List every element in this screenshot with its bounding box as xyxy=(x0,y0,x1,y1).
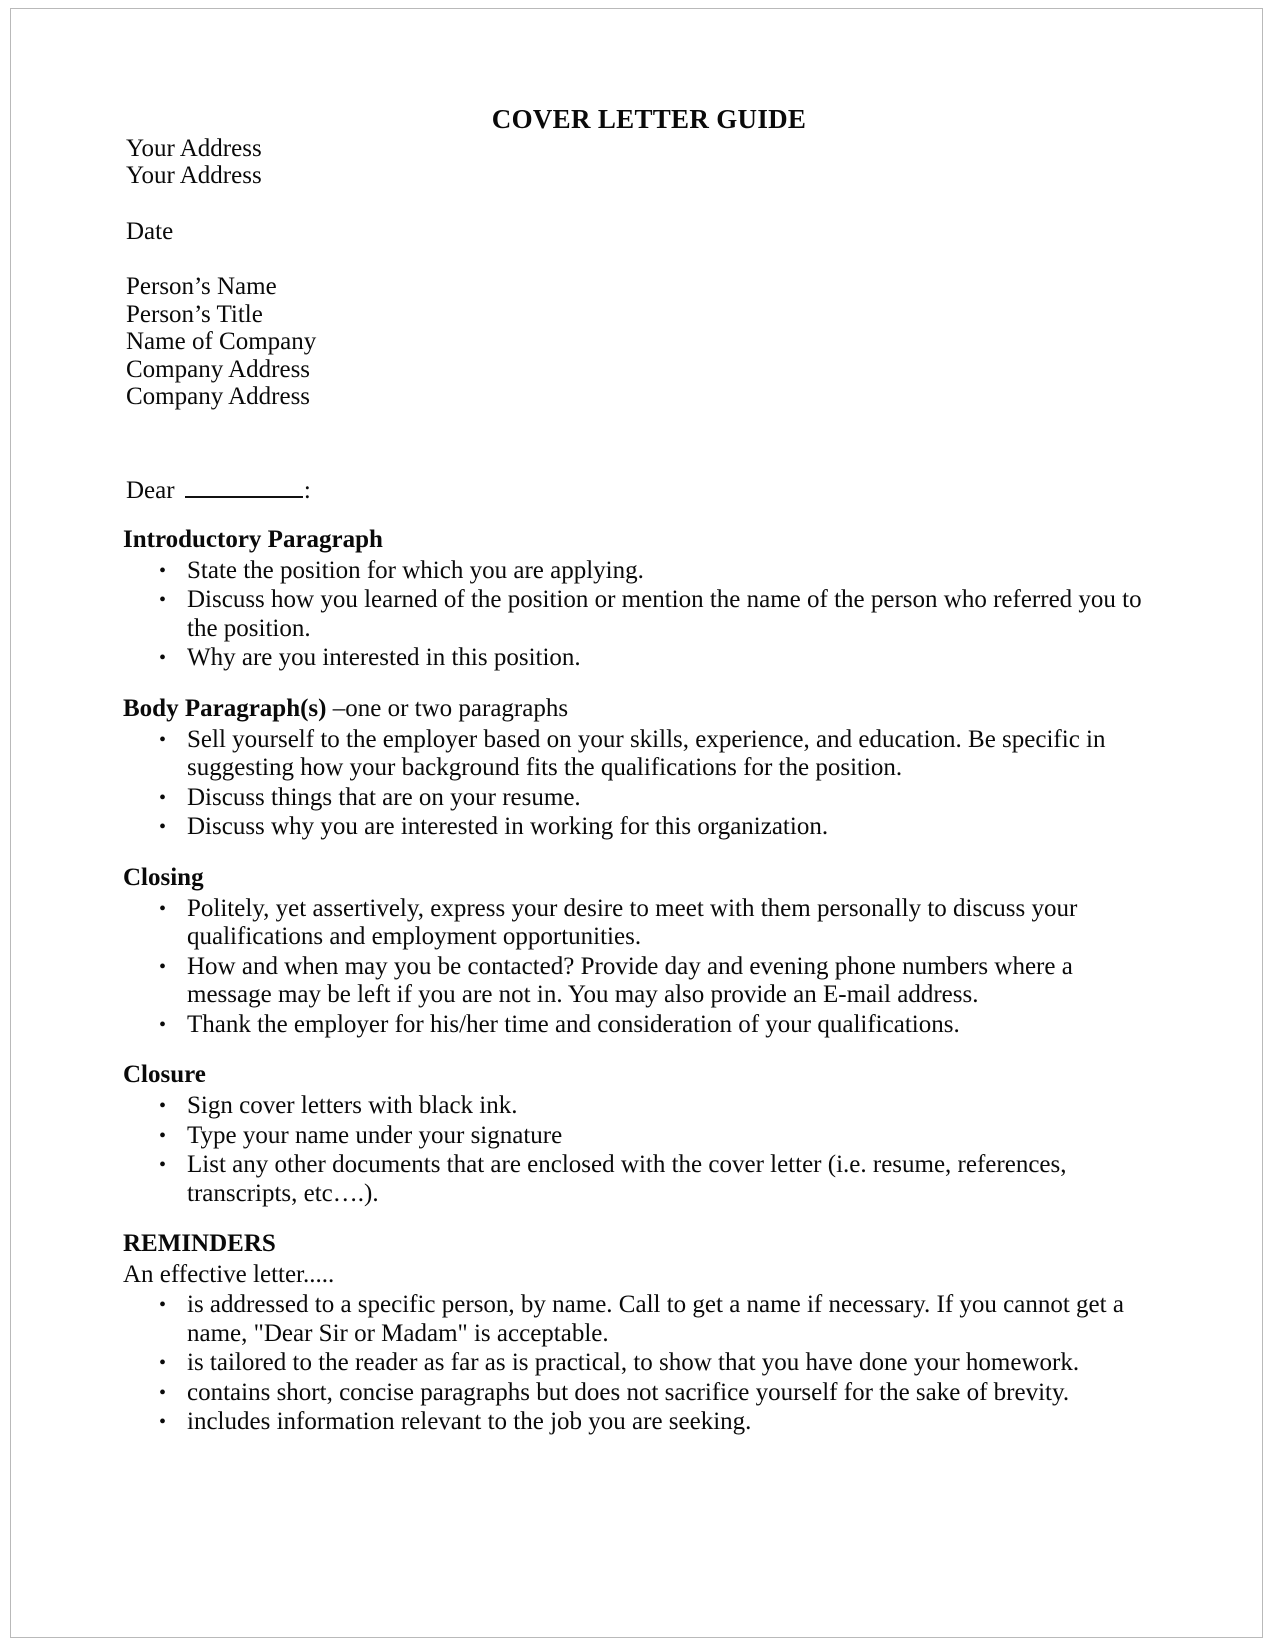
salutation-blank-rule xyxy=(185,480,303,498)
spacer-between-sections-2 xyxy=(115,843,1155,864)
bullet-icon: • xyxy=(159,816,167,839)
list-item xyxy=(115,895,1155,952)
bullet-icon: • xyxy=(159,786,167,809)
recipient-person-name: Person’s Name xyxy=(126,273,277,301)
list-item xyxy=(115,1092,1155,1121)
list-item-text: Sell yourself to the employer based on your skills, experience, and education. Be specific in suggesting how your background fits the qualifications for the position. xyxy=(187,725,1106,782)
salutation-suffix: : xyxy=(303,476,311,504)
spacer-after-date xyxy=(115,245,1155,273)
section-heading xyxy=(115,864,1155,892)
list-item xyxy=(115,1151,1155,1208)
list-item xyxy=(115,586,1155,643)
list-item-text: List any other documents that are enclosed with the cover letter (i.e. resume, references, transcripts, etc….). xyxy=(187,1151,1067,1207)
salutation xyxy=(115,477,1155,505)
list-item-text: How and when may you be contacted? Provide day and evening phone numbers where a message may be left if you are not in. You may also provide an E-mail address. xyxy=(187,952,1073,1009)
list-item-text: Discuss why you are interested in working for this organization. xyxy=(187,813,829,841)
recipient-company-address-2: Company Address xyxy=(126,383,311,411)
scanned-page-sheet xyxy=(10,8,1263,1638)
section-closure xyxy=(115,1061,1155,1208)
section-bullet-list xyxy=(115,726,1155,842)
bullet-icon: • xyxy=(159,897,167,920)
bullet-icon: • xyxy=(159,559,167,582)
section-heading-text: Body Paragraph(s) xyxy=(123,694,327,722)
bullet-icon: • xyxy=(159,955,167,978)
section-heading-text: Closing xyxy=(123,863,204,891)
recipient-company-name: Name of Company xyxy=(126,328,317,356)
bullet-icon: • xyxy=(159,1095,167,1118)
recipient-person-title: Person’s Title xyxy=(126,300,263,328)
list-item-text: is addressed to a specific person, by name. Call to get a name if necessary. If you cannot get a name, "Dear Sir or Madam" is acceptable. xyxy=(187,1291,1124,1347)
bullet-icon: • xyxy=(159,1411,167,1434)
reminders-intro: An effective letter..... xyxy=(123,1261,335,1289)
date-label: Date xyxy=(126,217,174,245)
section-introductory-paragraph xyxy=(115,526,1155,673)
list-item-text: Discuss how you learned of the position or mention the name of the person who referred you to the position. xyxy=(187,586,1142,642)
list-item xyxy=(115,726,1155,783)
list-item-text: Politely, yet assertively, express your desire to meet with them personally to discuss your qualifications and employment opportunities. xyxy=(187,894,1078,951)
spacer-between-sections-3 xyxy=(115,1040,1155,1061)
recipient-company-address-1: Company Address xyxy=(126,355,311,383)
list-item-text: contains short, concise paragraphs but does not sacrifice yourself for the sake of brevity. xyxy=(187,1378,1070,1406)
list-item xyxy=(115,1291,1155,1348)
section-bullet-list xyxy=(115,895,1155,1040)
spacer-before-salutation xyxy=(115,411,1155,477)
list-item xyxy=(115,557,1155,586)
section-heading-suffix: –one or two paragraphs xyxy=(326,694,569,722)
reminders-bullet-list xyxy=(115,1291,1155,1437)
page-title: COVER LETTER GUIDE xyxy=(491,104,807,134)
list-item xyxy=(115,813,1155,842)
sender-address-block xyxy=(115,135,1155,190)
spacer-after-sender-address xyxy=(115,190,1155,218)
document-body xyxy=(115,105,1155,1438)
spacer-after-salutation xyxy=(115,505,1155,526)
list-item xyxy=(115,644,1155,673)
list-item xyxy=(115,1408,1155,1437)
section-heading xyxy=(115,695,1155,723)
recipient-address-block xyxy=(115,273,1155,411)
bullet-icon: • xyxy=(159,589,167,612)
section-bullet-list xyxy=(115,1092,1155,1208)
bullet-icon: • xyxy=(159,1154,167,1177)
bullet-icon: • xyxy=(159,1124,167,1147)
list-item-text: Type your name under your signature xyxy=(187,1121,563,1149)
section-heading-text: Introductory Paragraph xyxy=(123,525,383,553)
bullet-icon: • xyxy=(159,1352,167,1375)
list-item-text: Thank the employer for his/her time and consideration of your qualifications. xyxy=(187,1010,960,1038)
list-item xyxy=(115,953,1155,1010)
salutation-prefix: Dear xyxy=(126,476,181,504)
list-item-text: includes information relevant to the job you are seeking. xyxy=(187,1408,752,1436)
list-item xyxy=(115,1011,1155,1040)
list-item xyxy=(115,784,1155,813)
list-item-text: State the position for which you are applying. xyxy=(187,556,644,584)
section-heading-text: Closure xyxy=(123,1061,206,1089)
section-closing xyxy=(115,864,1155,1040)
spacer-before-reminders xyxy=(115,1209,1155,1230)
section-heading xyxy=(115,526,1155,554)
bullet-icon: • xyxy=(159,647,167,670)
list-item-text: Why are you interested in this position. xyxy=(187,644,581,672)
sender-address-line-2: Your Address xyxy=(126,162,262,190)
bullet-icon: • xyxy=(159,728,167,751)
sender-address-line-1: Your Address xyxy=(126,134,262,162)
bullet-icon: • xyxy=(159,1013,167,1036)
list-item-text: is tailored to the reader as far as is practical, to show that you have done your homework. xyxy=(187,1349,1080,1377)
section-body-paragraphs xyxy=(115,695,1155,842)
section-heading xyxy=(115,1061,1155,1089)
bullet-icon: • xyxy=(159,1381,167,1404)
list-item xyxy=(115,1349,1155,1378)
list-item xyxy=(115,1122,1155,1151)
list-item xyxy=(115,1379,1155,1408)
spacer-between-sections-1 xyxy=(115,674,1155,695)
list-item-text: Discuss things that are on your resume. xyxy=(187,783,581,811)
reminders-heading: REMINDERS xyxy=(123,1230,276,1258)
list-item-text: Sign cover letters with black ink. xyxy=(187,1092,518,1120)
section-reminders xyxy=(115,1230,1155,1437)
section-bullet-list xyxy=(115,557,1155,673)
bullet-icon: • xyxy=(159,1294,167,1317)
